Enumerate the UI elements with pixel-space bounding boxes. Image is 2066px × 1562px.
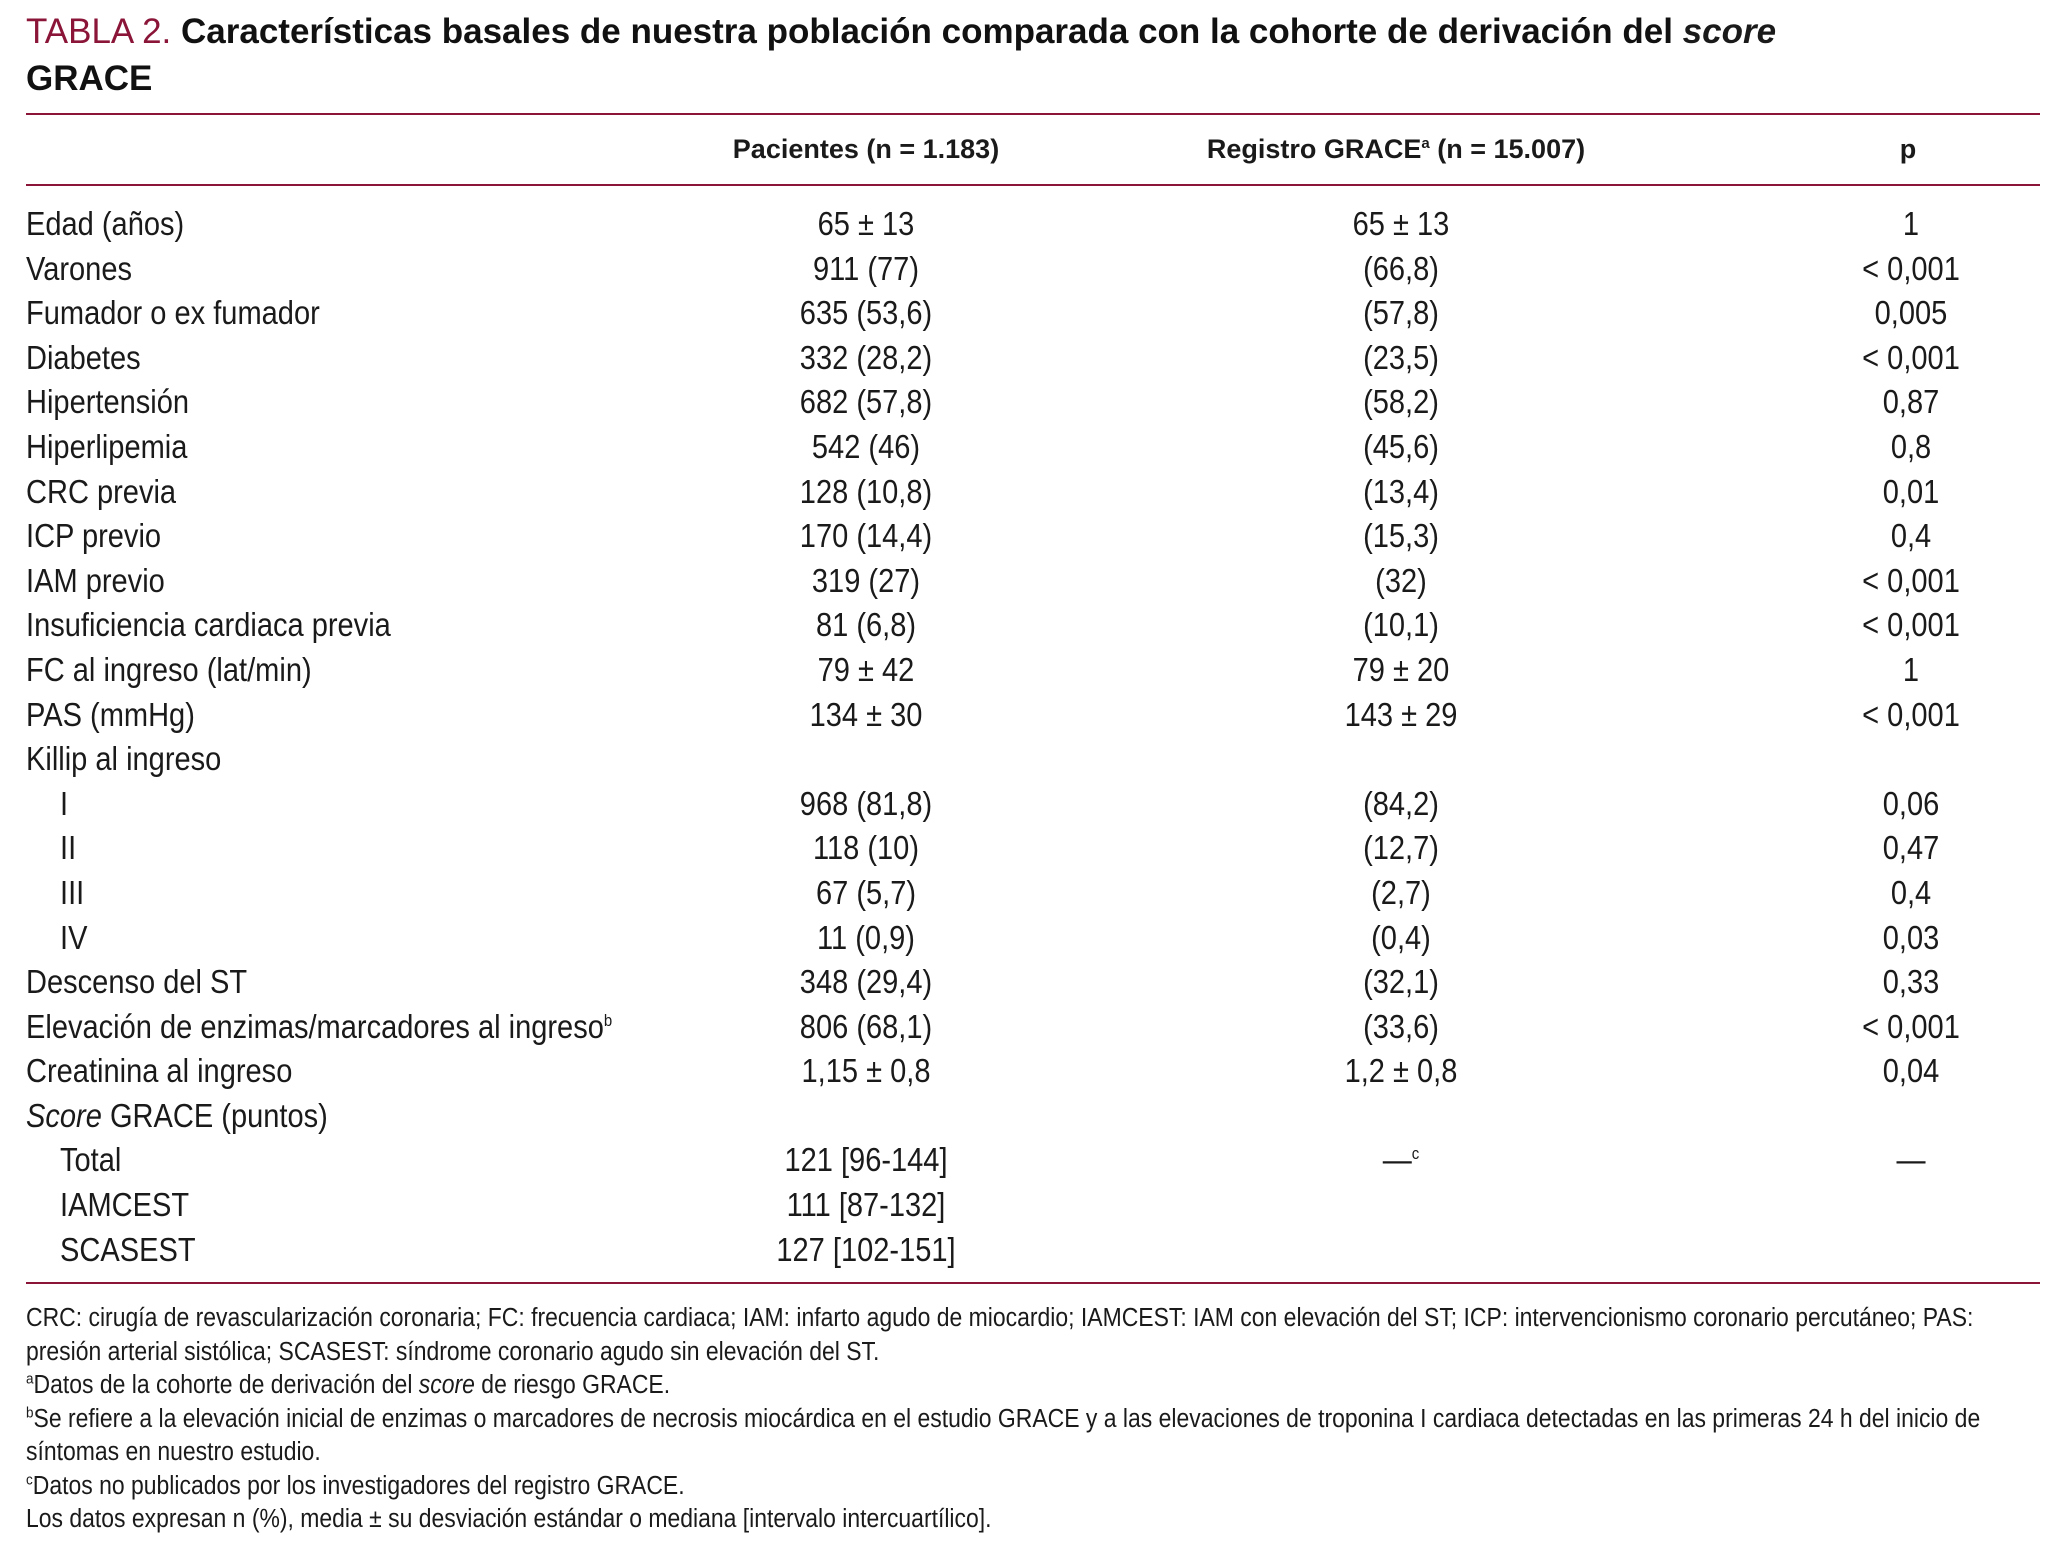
table-number: TABLA 2.: [26, 12, 172, 51]
table-title: [26, 8, 2040, 102]
title-text: Características basales de nuestra población comparada con la cohorte de derivación del: [181, 12, 1673, 51]
row-label: II: [60, 829, 77, 867]
row-label: IV: [60, 918, 88, 956]
table-row: [26, 1138, 2040, 1183]
grace-value: (66,8): [1363, 249, 1439, 287]
row-label: Diabetes: [26, 338, 141, 376]
grace-value: 143 ± 29: [1344, 695, 1458, 733]
p-value: 0,03: [1882, 918, 1940, 956]
patients-value: 332 (28,2): [799, 338, 933, 376]
p-value: 0,33: [1882, 963, 1940, 1001]
grace-value: (33,6): [1363, 1007, 1439, 1045]
grace-value: 79 ± 20: [1352, 650, 1450, 688]
table-row: [26, 380, 2040, 425]
p-value: < 0,001: [1862, 249, 1960, 287]
grace-value: —$^c$: [1382, 1141, 1420, 1179]
table-row: [26, 960, 2040, 1005]
patients-value: 806 (68,1): [799, 1007, 933, 1045]
grace-value: (10,1): [1363, 606, 1439, 644]
grace-value: 1,2 ± 0,8: [1344, 1052, 1458, 1090]
row-label: Score GRACE (puntos): [26, 1096, 328, 1134]
p-value: 0,4: [1890, 517, 1932, 555]
patients-value: 11 (0,9): [817, 918, 915, 956]
row-label: IAM previo: [26, 561, 165, 599]
row-label: III: [60, 873, 85, 911]
patients-value: 121 [96-144]: [784, 1141, 948, 1179]
grace-value: (58,2): [1363, 383, 1439, 421]
table-body: [26, 202, 2040, 1272]
p-value: 0,47: [1882, 829, 1940, 867]
row-label: Edad (años): [26, 205, 185, 242]
patients-value: 319 (27): [811, 561, 921, 599]
patients-value: 682 (57,8): [799, 383, 933, 421]
row-label: CRC previa: [26, 472, 177, 510]
p-value: 0,8: [1890, 427, 1932, 465]
table-row: [26, 648, 2040, 693]
grace-value: (32): [1375, 561, 1427, 599]
row-label: Hipertensión: [26, 383, 190, 421]
row-label: FC al ingreso (lat/min): [26, 650, 312, 688]
row-label: PAS (mmHg): [26, 695, 195, 733]
p-value: 0,01: [1882, 472, 1940, 510]
table-row: [26, 336, 2040, 381]
patients-value: 79 ± 42: [817, 650, 915, 688]
p-value: < 0,001: [1862, 1007, 1960, 1045]
table-row: [26, 425, 2040, 470]
row-label: Total: [60, 1141, 122, 1179]
table-row: [26, 559, 2040, 604]
table-row: [26, 1183, 2040, 1228]
row-label: Fumador o ex fumador: [26, 294, 320, 332]
table-row: [26, 514, 2040, 559]
p-value: < 0,001: [1862, 695, 1960, 733]
patients-value: 111 [87-132]: [786, 1186, 946, 1224]
header-rule: [26, 184, 2040, 186]
p-value: 0,06: [1882, 784, 1940, 822]
grace-value: (57,8): [1363, 294, 1439, 332]
table-row: [26, 1049, 2040, 1094]
patients-value: 134 ± 30: [809, 695, 923, 733]
footnote-c: $^c$Datos no publicados por los investigadores del registro GRACE.: [26, 1471, 685, 1500]
patients-value: 118 (10): [812, 829, 920, 867]
row-label: I: [60, 784, 69, 822]
row-label: IAMCEST: [60, 1186, 190, 1224]
row-label: Varones: [26, 249, 133, 287]
patients-value: 968 (81,8): [799, 784, 933, 822]
column-header-p: p: [1899, 134, 1917, 164]
p-value: 0,4: [1890, 873, 1932, 911]
column-header-grace: Registro GRACE$^a$ (n = 15.007): [1206, 134, 1586, 164]
p-value: 1: [1902, 650, 1920, 688]
table-row: [26, 1005, 2040, 1050]
p-value: < 0,001: [1862, 561, 1960, 599]
footnote-abbreviations: CRC: cirugía de revascularización coronaria; FC: frecuencia cardiaca; IAM: infarto agudo de miocardio; IAMCEST: IAM con elevación del ST; ICP: intervencionismo coronario percutáneo; PAS: presión arterial sistólica; SCASEST: síndrome coronario agudo sin elevación del ST.: [26, 1304, 1974, 1366]
grace-value: (0,4): [1371, 918, 1431, 956]
patients-value: 81 (6,8): [815, 606, 917, 644]
table-row: [26, 603, 2040, 648]
p-value: < 0,001: [1862, 606, 1960, 644]
table-row: [26, 291, 2040, 336]
row-label: Killip al ingreso: [26, 740, 222, 778]
table-footnotes: [26, 1302, 2040, 1537]
table-page: [26, 0, 2040, 1562]
patients-value: 127 [102-151]: [776, 1230, 956, 1268]
row-label: Elevación de enzimas/marcadores al ingreso$^b$: [26, 1007, 613, 1045]
row-label: ICP previo: [26, 517, 162, 555]
patients-value: 542 (46): [811, 427, 921, 465]
patients-value: 67 (5,7): [815, 873, 917, 911]
grace-value: (2,7): [1371, 873, 1431, 911]
grace-value: (23,5): [1363, 338, 1439, 376]
title-italic: score: [1682, 12, 1777, 51]
footnote-b: $^b$Se refiere a la elevación inicial de enzimas o marcadores de necrosis miocárdica en el estudio GRACE y a las elevaciones de troponina I cardiaca detectadas en las primeras 24 h del inicio de síntomas en nuestro estudio.: [26, 1404, 1981, 1466]
p-value: 0,005: [1874, 294, 1948, 332]
row-label: Creatinina al ingreso: [26, 1052, 293, 1090]
patients-value: 65 ± 13: [817, 205, 915, 242]
table-row: [26, 871, 2040, 916]
table-row: [26, 782, 2040, 827]
grace-value: (13,4): [1363, 472, 1439, 510]
p-value: 0,87: [1882, 383, 1940, 421]
row-label: Descenso del ST: [26, 963, 248, 1001]
p-value: 1: [1902, 205, 1920, 242]
footnote-a: $^a$Datos de la cohorte de derivación del score de riesgo GRACE.: [26, 1370, 671, 1399]
grace-value: (15,3): [1363, 517, 1439, 555]
table-row: [26, 826, 2040, 871]
p-value: 0,04: [1882, 1052, 1940, 1090]
p-value: < 0,001: [1862, 338, 1960, 376]
table-row: [26, 470, 2040, 515]
grace-value: (32,1): [1363, 963, 1439, 1001]
grace-value: (12,7): [1363, 829, 1439, 867]
top-rule: [26, 113, 2040, 115]
table-row: [26, 693, 2040, 738]
row-label: SCASEST: [60, 1230, 196, 1268]
grace-value: (45,6): [1363, 427, 1439, 465]
patients-value: 170 (14,4): [799, 517, 933, 555]
p-value: —: [1896, 1141, 1926, 1179]
patients-value: 128 (10,8): [799, 472, 933, 510]
bottom-rule: [26, 1282, 2040, 1284]
patients-value: 635 (53,6): [799, 294, 933, 332]
patients-value: 1,15 ± 0,8: [801, 1052, 931, 1090]
title-text-end: GRACE: [26, 59, 153, 98]
table-row: [26, 247, 2040, 292]
footnote-data-format: Los datos expresan n (%), media ± su desviación estándar o mediana [intervalo intercuartílico].: [26, 1505, 992, 1533]
table-row: [26, 916, 2040, 961]
table-row: [26, 1228, 2040, 1273]
grace-value: 65 ± 13: [1352, 205, 1450, 242]
patients-value: 348 (29,4): [799, 963, 933, 1001]
table-row: [26, 202, 2040, 247]
table-row: [26, 737, 2040, 782]
grace-value: (84,2): [1363, 784, 1439, 822]
patients-value: 911 (77): [812, 249, 920, 287]
row-label: Hiperlipemia: [26, 427, 188, 465]
column-header-patients: Pacientes (n = 1.183): [732, 134, 1000, 164]
table-row: [26, 1094, 2040, 1139]
row-label: Insuficiencia cardiaca previa: [26, 606, 391, 644]
